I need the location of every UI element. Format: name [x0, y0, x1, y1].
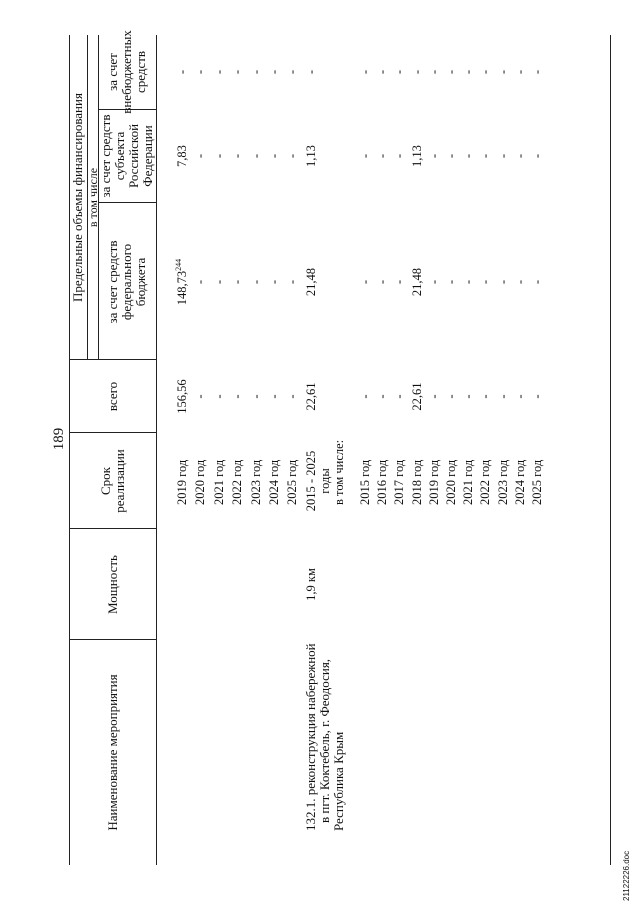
- divider-federal-regional: [98, 202, 157, 203]
- row-extra-cell: -: [426, 69, 441, 75]
- row-regional-cell: -: [375, 153, 390, 159]
- row-regional-cell: -: [530, 153, 544, 159]
- project-extra: -: [304, 69, 318, 75]
- row-total-cell: -: [530, 394, 544, 399]
- prev-year-cell: 2024 год: [267, 459, 281, 505]
- row-extra-cell: -: [392, 69, 407, 75]
- prev-federal-cell: -: [267, 279, 281, 285]
- row-extra-cell: -: [444, 69, 458, 75]
- row-regional-cell: -: [392, 153, 407, 159]
- prev-extra-cell: -: [230, 69, 245, 75]
- prev-extra-cell: -: [285, 69, 300, 75]
- row-federal-cell: -: [530, 279, 544, 285]
- prev-regional-cell: -: [193, 153, 208, 159]
- project-federal: 21,48: [304, 267, 318, 297]
- row-extra-cell: -: [495, 69, 510, 75]
- prev-regional-cell: -: [285, 153, 300, 159]
- row-year-cell: 2025 год: [530, 459, 544, 505]
- row-year-cell: 2017 год: [392, 459, 407, 505]
- row-federal-cell: -: [495, 279, 510, 285]
- row-federal-cell: -: [426, 279, 441, 285]
- prev-year-cell: 2025 год: [285, 459, 300, 505]
- header-regional: за счет средств субъекта Российской Федерации: [98, 114, 155, 198]
- row-total-cell: -: [392, 394, 407, 399]
- project-period-line1: 2015 - 2025: [304, 450, 318, 512]
- row-year-cell: 2020 год: [444, 459, 458, 505]
- prev-total-cell: -: [211, 394, 226, 399]
- header-including: в том числе: [85, 167, 100, 228]
- prev-regional-cell: -: [230, 153, 245, 159]
- prev-extra-cell: -: [248, 69, 263, 75]
- row-federal-cell: -: [512, 279, 527, 285]
- prev-extra-cell: -: [267, 69, 281, 75]
- row-extra-cell: -: [530, 69, 544, 75]
- row-regional-cell: -: [512, 153, 527, 159]
- row-total-cell: -: [444, 394, 458, 399]
- prev-regional-cell: -: [211, 153, 226, 159]
- row-federal-cell: -: [358, 279, 372, 285]
- row-total-cell: -: [358, 394, 372, 399]
- prev-extra-cell: -: [211, 69, 226, 75]
- project-name-line3: Республика Крым: [331, 731, 346, 831]
- prev-total-cell: -: [285, 394, 300, 399]
- row-federal-cell: -: [478, 279, 493, 285]
- row-extra-cell: -: [409, 69, 424, 75]
- breakdown-label: в том числе:: [332, 439, 346, 505]
- prev-total-cell: -: [230, 394, 245, 399]
- row-extra-cell: -: [461, 69, 476, 75]
- prev-extra-cell: -: [193, 69, 208, 75]
- prev-year-cell: 2021 год: [211, 459, 226, 505]
- header-capacity: Мощность: [104, 555, 120, 614]
- project-total: 22,61: [304, 382, 318, 411]
- header-total: всего: [104, 381, 120, 412]
- project-name-line1: 132.1. реконструкция набережной: [303, 643, 318, 831]
- row-total-cell: -: [478, 394, 493, 399]
- row-year-cell: 2018 год: [409, 459, 424, 505]
- project-name-line2: в пгт. Коктебель, г. Феодосия,: [317, 658, 332, 823]
- project-regional: 1,13: [304, 145, 318, 167]
- project-period-line2: годы: [318, 468, 332, 494]
- row-year-cell: 2015 год: [358, 459, 372, 505]
- row-regional-cell: -: [478, 153, 493, 159]
- page-number: 189: [51, 427, 67, 451]
- row-total-cell: -: [426, 394, 441, 399]
- prev-year-cell: 2020 год: [193, 459, 208, 505]
- row-year-cell: 2019 год: [426, 459, 441, 505]
- row-year-cell: 2024 год: [512, 459, 527, 505]
- prev-total-cell: 156,56: [175, 379, 189, 414]
- header-bottom-border: [156, 35, 157, 865]
- prev-year-cell: 2023 год: [248, 459, 263, 505]
- header-funding-group: Предельные объемы финансирования: [70, 93, 85, 302]
- row-federal-cell: -: [392, 279, 407, 285]
- row-total-cell: 22,61: [409, 382, 424, 411]
- row-extra-cell: -: [375, 69, 390, 75]
- row-federal-cell: 21,48: [409, 267, 424, 297]
- row-year-cell: 2022 год: [478, 459, 493, 505]
- header-period: Срок реализации: [97, 449, 127, 513]
- row-extra-cell: -: [478, 69, 493, 75]
- prev-federal-cell: -: [193, 279, 208, 285]
- prev-federal-cell: -: [285, 279, 300, 285]
- footnote-mark: 244: [173, 258, 183, 271]
- row-regional-cell: -: [461, 153, 476, 159]
- project-capacity: 1,9 км: [304, 568, 318, 601]
- row-regional-cell: -: [358, 153, 372, 159]
- row-federal-cell: -: [461, 279, 476, 285]
- row-regional-cell: -: [444, 153, 458, 159]
- row-year-cell: 2016 год: [375, 459, 390, 505]
- prev-federal-cell: 148,73$^{244}$: [173, 258, 189, 306]
- row-year-cell: 2023 год: [495, 459, 510, 505]
- row-federal-cell: -: [375, 279, 390, 285]
- table-bottom-border: [610, 35, 611, 865]
- row-extra-cell: -: [512, 69, 527, 75]
- prev-extra-cell: -: [175, 69, 189, 75]
- prev-regional-cell: -: [248, 153, 263, 159]
- prev-year-cell: 2019 год: [175, 459, 189, 505]
- row-regional-cell: 1,13: [409, 145, 424, 167]
- header-federal: за счет средств федерального бюджета: [105, 240, 148, 324]
- row-total-cell: -: [461, 394, 476, 399]
- row-total-cell: -: [495, 394, 510, 399]
- prev-total-cell: -: [193, 394, 208, 399]
- row-extra-cell: -: [358, 69, 372, 75]
- prev-total-cell: -: [248, 394, 263, 399]
- prev-regional-cell: -: [267, 153, 281, 159]
- header-extra: за счет внебюджетных средств: [105, 30, 148, 114]
- row-regional-cell: -: [426, 153, 441, 159]
- row-federal-cell: -: [444, 279, 458, 285]
- prev-federal-cell: -: [211, 279, 226, 285]
- prev-federal-cell: -: [230, 279, 245, 285]
- footer-file-name: 21122226.doc: [622, 850, 631, 901]
- prev-regional-cell: 7,83: [175, 145, 189, 167]
- prev-year-cell: 2022 год: [230, 459, 245, 505]
- prev-total-cell: -: [267, 394, 281, 399]
- header-name: Наименование мероприятия: [104, 674, 120, 831]
- prev-federal-cell: -: [248, 279, 263, 285]
- row-total-cell: -: [375, 394, 390, 399]
- row-total-cell: -: [512, 394, 527, 399]
- row-year-cell: 2021 год: [461, 459, 476, 505]
- row-regional-cell: -: [495, 153, 510, 159]
